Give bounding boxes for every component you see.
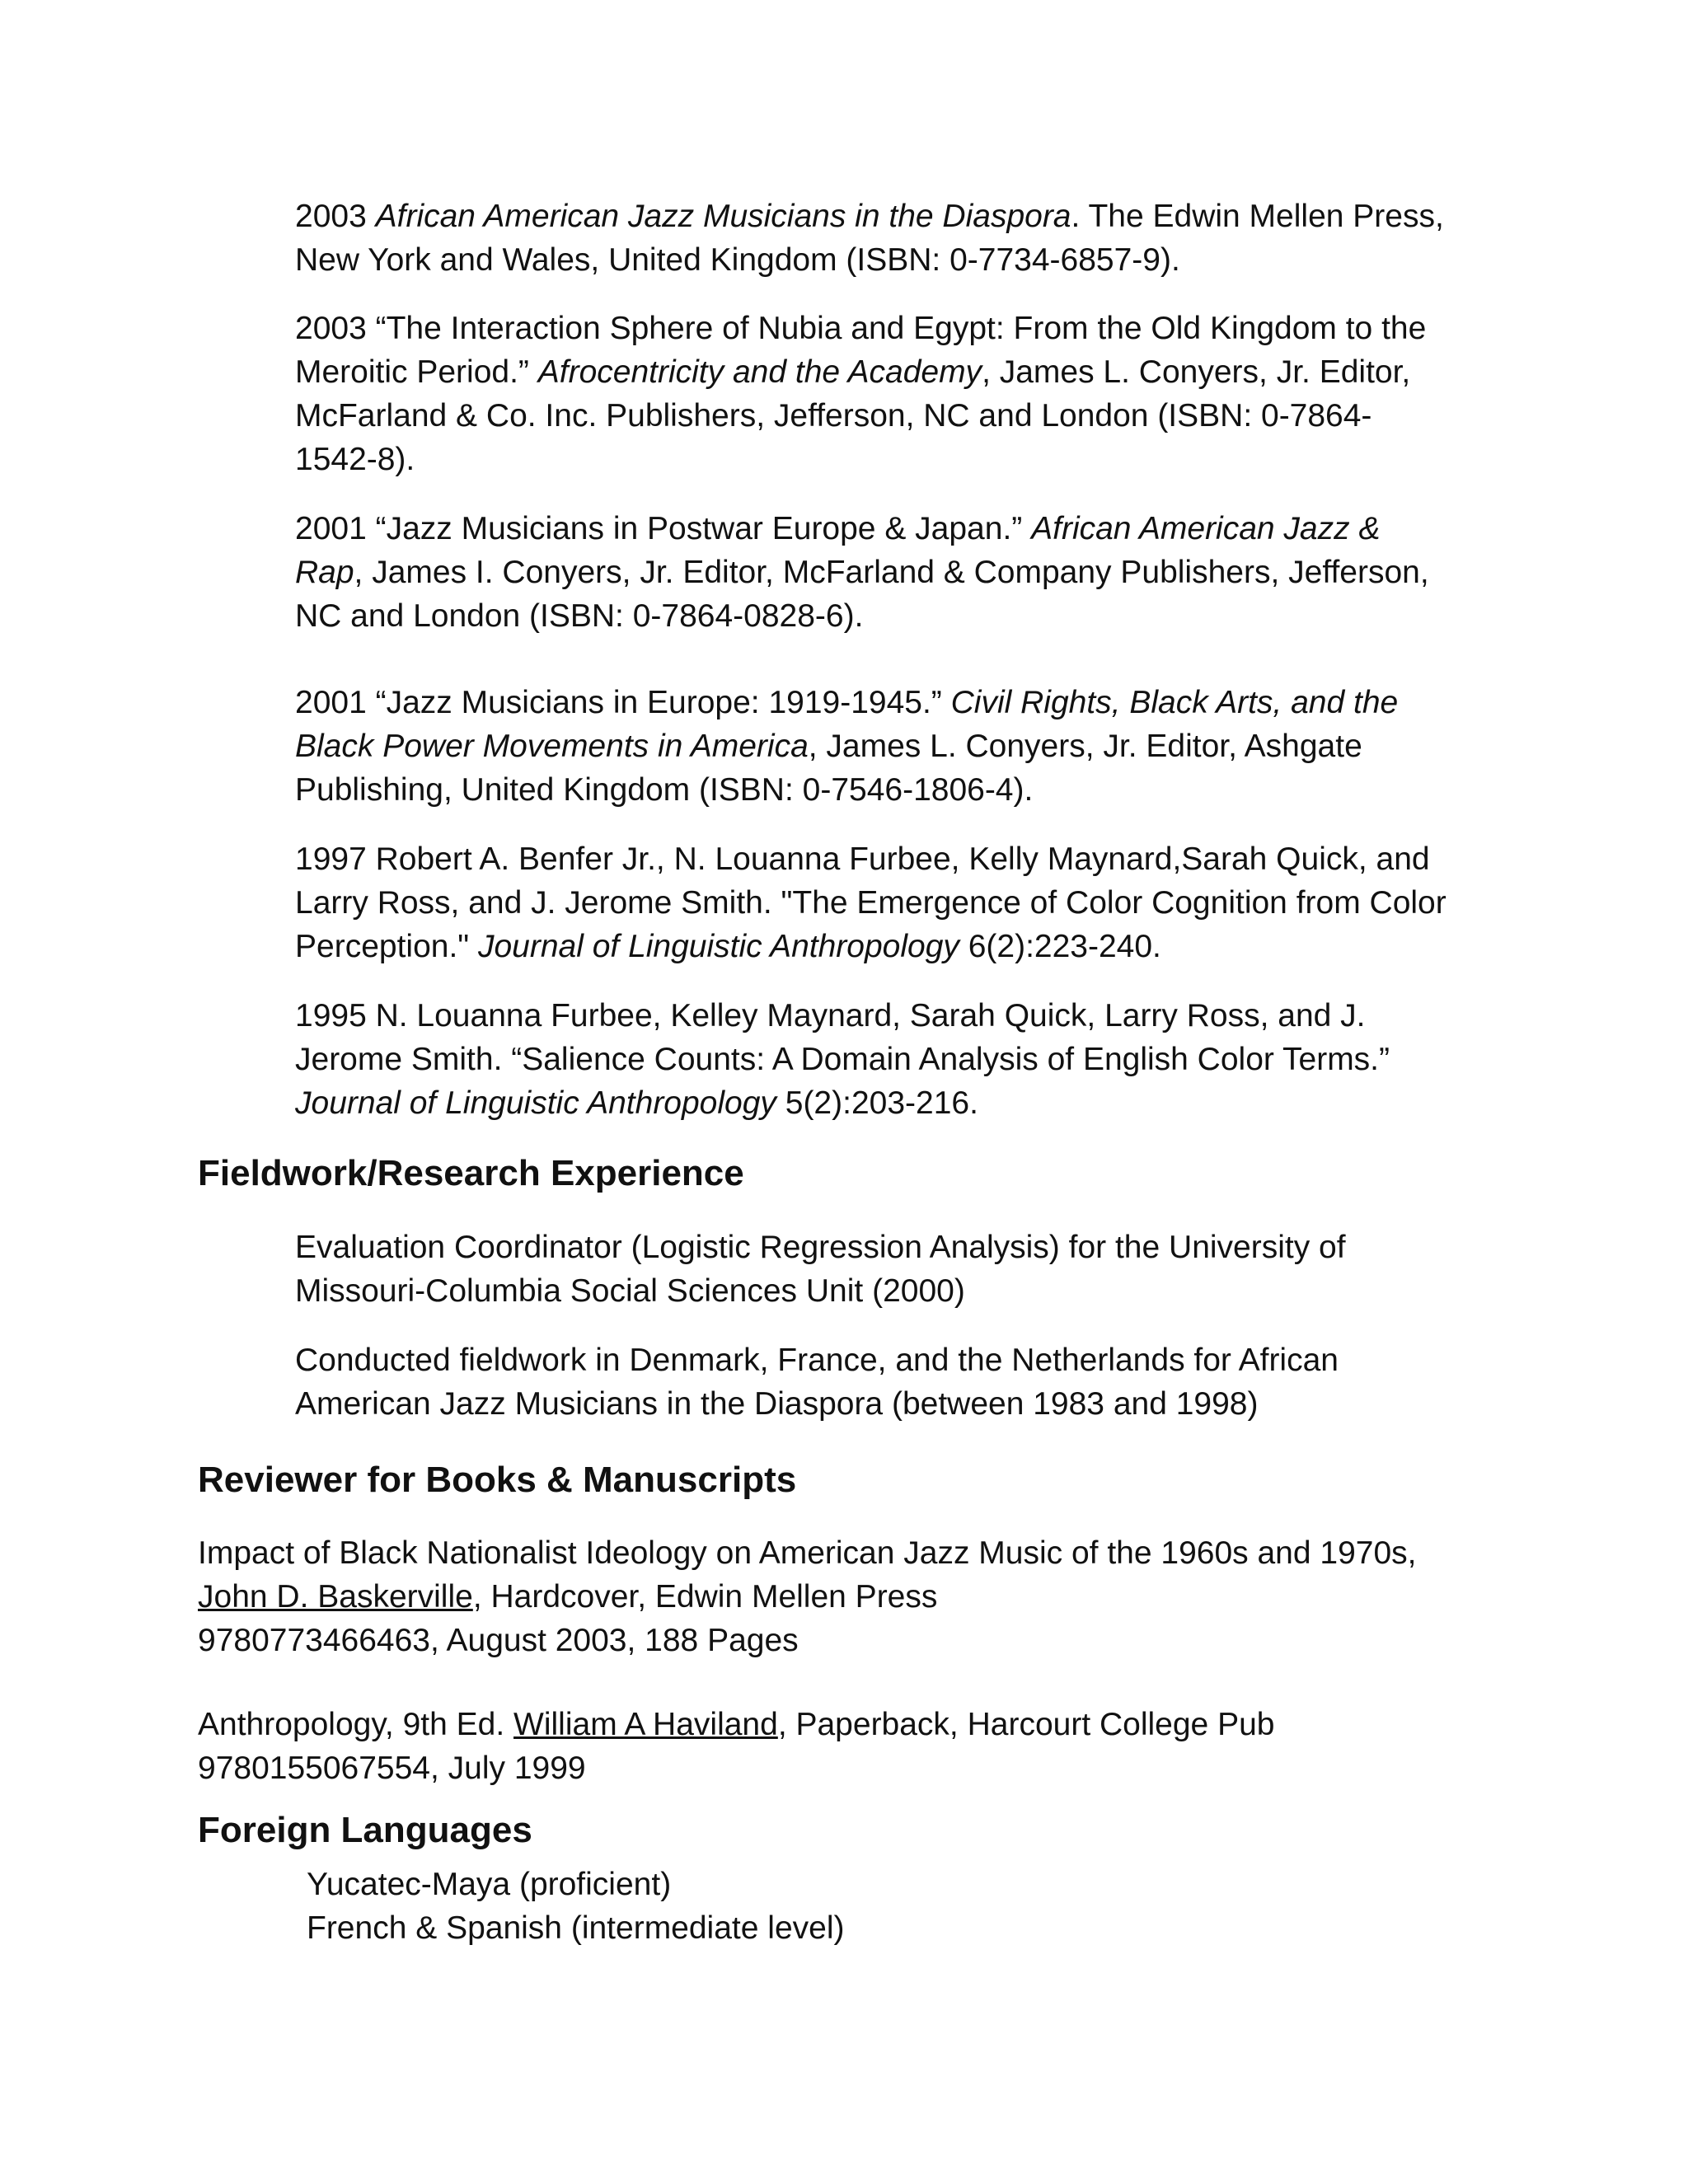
publication-text: 2001 “Jazz Musicians in Europe: 1919-1945.”	[295, 685, 951, 720]
publication-entry	[295, 837, 1507, 968]
publication-text: Publishing, United Kingdom (ISBN: 0-7546-1806-4).	[295, 772, 1034, 808]
publication-text: . The Edwin Mellen Press,	[1071, 199, 1444, 234]
fieldwork-text: Missouri-Columbia Social Sciences Unit (2000)	[295, 1273, 965, 1309]
review-text: , Hardcover, Edwin Mellen Press	[472, 1579, 938, 1615]
fieldwork-text: American Jazz Musicians in the Diaspora (between 1983 and 1998)	[295, 1386, 1259, 1422]
review-text: 9780773466463, August 2003, 188 Pages	[198, 1623, 799, 1658]
publication-title: Black Power Movements in America	[295, 729, 809, 764]
author-link[interactable]: William A Haviland	[513, 1707, 778, 1742]
publication-text: , James I. Conyers, Jr. Editor, McFarland & Company Publishers, Jefferson,	[354, 555, 1429, 590]
publication-entry	[295, 194, 1507, 282]
publication-text: , James L. Conyers, Jr. Editor, Ashgate	[808, 729, 1362, 764]
review-text: Anthropology, 9th Ed.	[198, 1707, 514, 1742]
section-heading-languages: Foreign Languages	[198, 1810, 532, 1850]
publication-journal: Journal of Linguistic Anthropology	[477, 929, 959, 964]
publication-title: African American Jazz Musicians in the Diaspora	[375, 199, 1071, 234]
language-item: French & Spanish (intermediate level)	[307, 1910, 845, 1946]
publication-text: 2001 “Jazz Musicians in Postwar Europe & Japan.”	[295, 511, 1032, 546]
publication-text: 2003 “The Interaction Sphere of Nubia and Egypt: From the Old Kingdom to the	[295, 311, 1427, 346]
publication-year: 2003	[295, 199, 367, 234]
publication-text: , James L. Conyers, Jr. Editor,	[982, 354, 1411, 390]
section-heading-reviewer: Reviewer for Books & Manuscripts	[198, 1460, 797, 1500]
publication-title: Rap	[295, 555, 354, 590]
publication-text: Larry Ross, and J. Jerome Smith. "The Emergence of Color Cognition from Color	[295, 885, 1447, 921]
publication-journal: Journal of Linguistic Anthropology	[295, 1085, 776, 1121]
publication-entry	[295, 994, 1507, 1125]
publication-text: 1995 N. Louanna Furbee, Kelley Maynard, Sarah Quick, Larry Ross, and J.	[295, 998, 1366, 1033]
publication-text: New York and Wales, United Kingdom (ISBN: 0-7734-6857-9).	[295, 242, 1180, 278]
publication-text: McFarland & Co. Inc. Publishers, Jefferson, NC and London (ISBN: 0-7864-	[295, 398, 1372, 434]
publication-text: Meroitic Period.”	[295, 354, 538, 390]
review-text: Impact of Black Nationalist Ideology on American Jazz Music of the 1960s and 1970s,	[198, 1535, 1417, 1571]
review-text: 9780155067554, July 1999	[198, 1750, 586, 1786]
publication-entry	[295, 307, 1507, 481]
publication-text: 5(2):203-216.	[776, 1085, 978, 1121]
publication-text: 1997 Robert A. Benfer Jr., N. Louanna Furbee, Kelly Maynard,Sarah Quick, and	[295, 841, 1430, 877]
publication-text: Jerome Smith. “Salience Counts: A Domain Analysis of English Color Terms.”	[295, 1042, 1390, 1077]
fieldwork-text: Evaluation Coordinator (Logistic Regression Analysis) for the University of	[295, 1230, 1346, 1265]
review-item	[198, 1531, 1550, 1662]
publication-title: African American Jazz &	[1031, 511, 1381, 546]
publication-text: 6(2):223-240.	[959, 929, 1161, 964]
fieldwork-item	[295, 1226, 1507, 1313]
section-heading-fieldwork: Fieldwork/Research Experience	[198, 1153, 744, 1193]
review-text: , Paperback, Harcourt College Pub	[777, 1707, 1275, 1742]
language-list	[307, 1863, 844, 1950]
publication-entry	[295, 681, 1507, 812]
fieldwork-item	[295, 1338, 1507, 1426]
fieldwork-text: Conducted fieldwork in Denmark, France, and the Netherlands for African	[295, 1343, 1339, 1378]
publication-title: Afrocentricity and the Academy	[537, 354, 982, 390]
publication-text: Perception."	[295, 929, 478, 964]
author-link[interactable]: John D. Baskerville	[198, 1579, 473, 1615]
publication-entry	[295, 507, 1507, 638]
review-item	[198, 1703, 1550, 1790]
publication-text: NC and London (ISBN: 0-7864-0828-6).	[295, 598, 864, 634]
language-item: Yucatec-Maya (proficient)	[307, 1867, 672, 1902]
publication-title: Civil Rights, Black Arts, and the	[950, 685, 1399, 720]
publication-text: 1542-8).	[295, 442, 415, 477]
